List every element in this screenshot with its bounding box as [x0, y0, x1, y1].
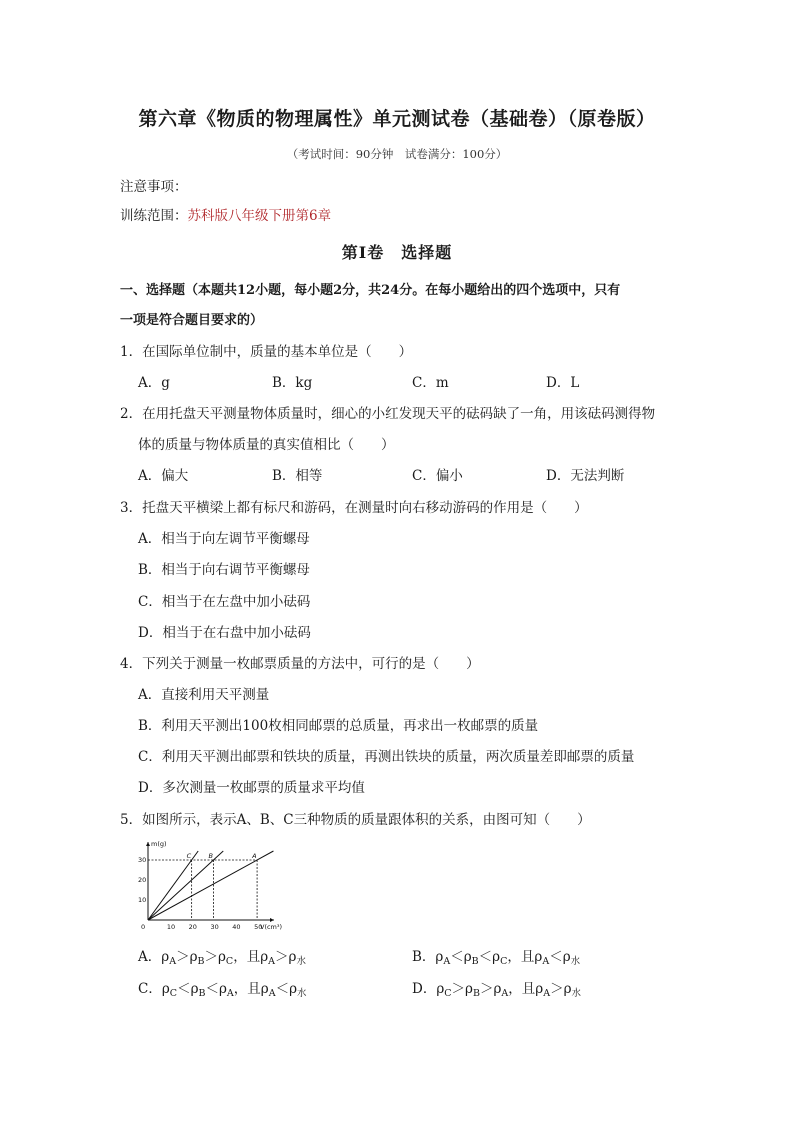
question-4-option-d: D．多次测量一枚邮票的质量求平均值 — [138, 780, 365, 796]
question-5-option-c: C．$\rho_C<\rho_B<\rho_A$，且$\rho_A<\rho_水$ — [138, 981, 307, 999]
section-instruction-line1: 一、选择题（本题共12小题，每小题2分，共24分。在每小题给出的四个选项中，只有 — [120, 283, 621, 298]
series-label-A: A — [252, 852, 257, 860]
series-line-C — [148, 851, 198, 920]
question-4-option-a: A．直接利用天平测量 — [138, 687, 270, 703]
question-5-stem: 5．如图所示，表示A、B、C三种物质的质量跟体积的关系，由图可知（ ） — [120, 812, 591, 828]
question-2-stem-line2: 体的质量与物体质量的真实值相比（ ） — [138, 437, 395, 453]
question-3-option-d: D．相当于在右盘中加小砝码 — [138, 625, 311, 641]
question-4-option-c: C．利用天平测出邮票和铁块的质量，再测出铁块的质量，两次质量差即邮票的质量 — [138, 749, 635, 765]
page-title: 第六章《物质的物理属性》单元测试卷（基础卷）（原卷版） — [138, 108, 656, 130]
training-range — [120, 207, 331, 225]
x-tick-label-30: 30 — [210, 923, 219, 931]
question-1-option-b: B．kg — [272, 375, 313, 391]
section-title: 第Ⅰ卷 选择题 — [341, 243, 453, 262]
x-tick-label-0: 0 — [141, 923, 146, 931]
question-2-option-b: B．相等 — [272, 468, 323, 484]
x-axis-arrow — [270, 918, 274, 922]
y-tick-label-20: 20 — [138, 876, 147, 884]
x-tick-label-50: 50 — [254, 923, 263, 931]
notes-label: 注意事项： — [120, 179, 188, 195]
exam-info: （考试时间：90分钟 试卷满分：100分） — [286, 147, 508, 161]
x-axis-label: V(cm³) — [260, 923, 283, 931]
question-3-option-b: B．相当于向右调节平衡螺母 — [138, 562, 310, 578]
question-1-option-c: C．m — [412, 375, 449, 391]
question-3-stem: 3．托盘天平横梁上都有标尺和游码，在测量时向右移动游码的作用是（ ） — [120, 500, 588, 516]
range-value: 苏科版八年级下册第6章 — [187, 208, 332, 224]
x-tick-label-40: 40 — [232, 923, 241, 931]
section-instruction-line2: 一项是符合题目要求的） — [120, 313, 264, 328]
series-line-B — [148, 851, 223, 920]
y-tick-label-10: 10 — [138, 896, 147, 904]
question-5-option-a: A．$\rho_A>\rho_B>\rho_C$，且$\rho_A>\rho_水$ — [138, 949, 306, 967]
question-2-option-d: D．无法判断 — [546, 468, 625, 484]
mass-volume-chart — [128, 838, 288, 938]
question-3-option-c: C．相当于在左盘中加小砝码 — [138, 594, 311, 610]
question-5-option-d: D．$\rho_C>\rho_B>\rho_A$，且$\rho_A>\rho_水$ — [412, 981, 582, 999]
question-5-option-b: B．$\rho_A<\rho_B<\rho_C$，且$\rho_A<\rho_水$ — [412, 949, 581, 967]
question-2-option-a: A．偏大 — [138, 468, 189, 484]
question-2-stem-line1: 2．在用托盘天平测量物体质量时，细心的小红发现天平的砝码缺了一角，用该砝码测得物 — [120, 406, 656, 422]
question-3-option-a: A．相当于向左调节平衡螺母 — [138, 531, 310, 547]
series-label-C: C — [186, 852, 192, 860]
question-4-stem: 4．下列关于测量一枚邮票质量的方法中，可行的是（ ） — [120, 656, 480, 672]
question-1-option-a: A．g — [138, 375, 170, 391]
series-label-B: B — [208, 852, 213, 860]
question-4-option-b: B．利用天平测出100枚相同邮票的总质量，再求出一枚邮票的质量 — [138, 718, 539, 734]
x-tick-label-20: 20 — [188, 923, 197, 931]
x-tick-label-10: 10 — [166, 923, 176, 931]
series-line-A — [148, 851, 273, 920]
question-2-option-c: C．偏小 — [412, 468, 463, 484]
question-1-stem: 1．在国际单位制中，质量的基本单位是（ ） — [120, 344, 413, 360]
y-axis-label: m(g) — [151, 840, 167, 848]
question-1-option-d: D．L — [546, 375, 580, 391]
y-tick-label-30: 30 — [138, 856, 147, 864]
range-label: 训练范围： — [120, 208, 188, 224]
y-axis-arrow — [146, 842, 150, 846]
